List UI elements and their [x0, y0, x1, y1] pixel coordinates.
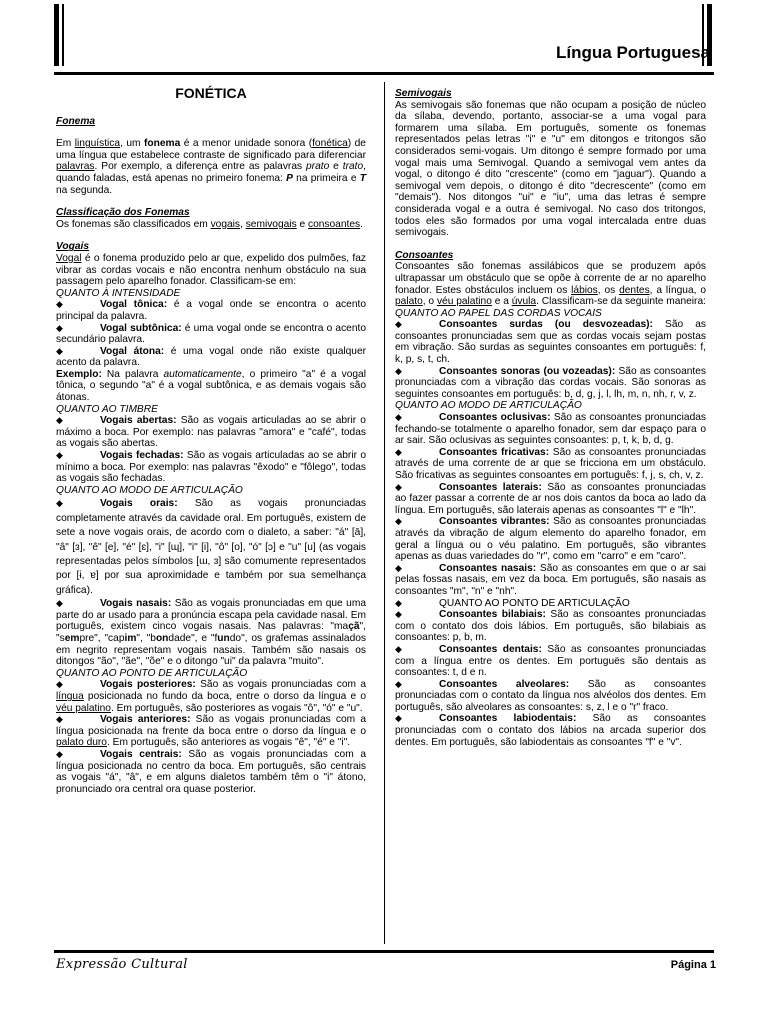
page-title: Língua Portuguesa	[556, 43, 710, 62]
heading-classificacao: Classificação dos Fonemas	[56, 207, 190, 219]
paragraph-fonema: Em linguística, um fonema é a menor unidade sonora (fonética) de uma língua que estabelece contraste de significado para diferenciar palavras. Por exemplo, a diferença entre as palavras prato e trato, quando faladas, está apenas no primeiro fonema: P na primeira e T na segunda.	[56, 138, 367, 196]
column-divider	[384, 82, 385, 944]
heading-consoantes: Consoantes	[395, 249, 454, 261]
item-vogais-fechadas: ◆ Vogais fechadas: São as vogais articuladas ao se abrir o mínimo a boca. Por exemplo: nas palavras "êxodo" e "fôlego", todas as vogais são fechadas.	[56, 450, 366, 485]
bullet-icon: ◆	[56, 598, 63, 609]
page-number: Página 1	[670, 959, 716, 971]
paragraph-vogais: Vogal é o fonema produzido pelo ar que, expelido dos pulmões, faz vibrar as cordas vocais e não encontra nenhum obstáculo na sua passagem pelo aparelho fonador. Classificam-se em:	[56, 252, 366, 288]
item-consoantes-bilabiais: ◆ Consoantes bilabiais: São as consoantes pronunciadas com o contato dos dois lábios. Em português, são bilabiais as consoantes: p, b, m.	[395, 609, 706, 644]
bullet-icon: ◆	[395, 319, 402, 330]
bullet-icon: ◆	[395, 643, 402, 654]
header-divider	[54, 72, 714, 75]
item-vogais-posteriores: ◆ Vogais posteriores: São as vogais pronunciadas com a língua posicionada no fundo da boca, entre o dorso da língua e o véu palatino. Em português, são posteriores as vogais "ô", "ó" e "u".	[56, 679, 366, 714]
item-vogais-orais: ◆ Vogais orais: São as vogais pronunciadas completamente através da cavidade oral. Em português, existem de sete a nove vogais orais, de acordo com o dialeto, a saber: "á" [ā], "â" [ɜ], "ê" [e], "é" [ɛ], "i" [ɰ], "i" [i], "ô" [o], "ó" [ɔ] e "u" [u] (as vogais representadas pelos símbolos [ɯ, ɜ] são comumente representados por [ɨ, ɐ] por sua aproximidade e também por sua semelhança gráfica).	[56, 498, 366, 596]
bullet-icon: ◆	[395, 412, 402, 423]
heading-fonema: Fonema	[56, 115, 96, 127]
subheading-modo-consoantes: QUANTO AO MODO DE ARTICULAÇÃO	[395, 400, 582, 412]
item-consoantes-dentais: ◆ Consoantes dentais: São as consoantes pronunciadas com a língua entre os dentes. Em portuguës são dentais as consoantes: t, d e n.	[395, 643, 706, 679]
item-consoantes-nasais: ◆ Consoantes nasais: São as consoantes em que o ar sai pelas fossas nasais, em vez da boca. Em português, são nasais as consoantes "m", "n" e "nh".	[395, 562, 706, 597]
item-vogais-centrais: ◆ Vogais centrais: São as vogais pronunciadas com a língua posicionada no centro da boca. Em português, são centrais as vogais "á", "â", e em alguns dialetos também têm o "i" átono, pronunciado ora central ora quase posterior.	[56, 748, 366, 795]
bullet-icon: ◆	[56, 679, 63, 690]
item-consoantes-fricativas: ◆ Consoantes fricativas: São as consoantes pronunciadas através de uma corrente de ar que se fricciona em um obstáculo. São fricativas as seguintes consoantes em português: f, j, s, ch, v, z.	[395, 446, 706, 481]
item-consoantes-oclusivas: ◆ Consoantes oclusivas: São as consoantes pronunciadas fechando-se totalmente o aparelho fonador, sem dar espaço para o ar sair. São oclusivas as seguintes consoantes: p, t, k, b, d, g.	[395, 412, 707, 447]
subheading-intensidade: QUANTO À INTENSIDADE	[56, 287, 181, 299]
bullet-icon: ◆	[56, 450, 63, 461]
footer-brand: Expressão Cultural	[56, 957, 188, 972]
paragraph-consoantes: Consoantes são fonemas assilábicos que se produzem após ultrapassar um obstáculo que se opõe à corrente de ar no aparelho fonador. Estes obstáculos incluem os lábios, os dentes, a língua, o palato, o véu palatino e a úvula. Classificam-se da seguinte maneira:	[395, 261, 706, 308]
item-vogal-atona: ◆ Vogal átona: é uma vogal onde não existe qualquer acento da palavra.	[56, 345, 367, 369]
bullet-icon: ◆	[56, 345, 63, 356]
paragraph-classificacao: Os fonemas são classificados em vogais, semivogais e consoantes.	[56, 218, 363, 230]
item-vogais-anteriores: ◆ Vogais anteriores: São as vogais pronunciadas com a língua posicionada na frente da boca entre o dorso da língua e o palato duro. Em português, são anteriores as vogais "ê", "é" e "i".	[56, 714, 366, 749]
left-column	[56, 85, 367, 795]
item-consoantes-labiodentais: ◆ Consoantes labiodentais: São as consoantes pronunciadas com o contato dos lábios na arcada superior dos dentes. Em português, são labiodentais as consoantes "f" e "v".	[395, 713, 707, 748]
bullet-icon: ◆	[56, 415, 63, 426]
subheading-ponto-consoantes: ◆ QUANTO AO PONTO DE ARTICULAÇÃO	[395, 597, 630, 609]
bullet-icon: ◆	[395, 678, 402, 689]
bullet-icon: ◆	[395, 481, 402, 492]
right-column	[395, 88, 706, 748]
subheading-modo: QUANTO AO MODO DE ARTICULAÇÃO	[56, 484, 243, 496]
bullet-icon: ◆	[56, 748, 63, 759]
item-consoantes-sonoras: ◆ Consoantes sonoras (ou vozeadas): São as consoantes pronunciadas com a vibração das cordas vocais. São sonoras as seguintes consoantes em português: b, d, g, j, l, lh, m, n, nh, r, v, z.	[395, 365, 706, 400]
bullet-icon: ◆	[395, 562, 402, 573]
item-vogal-subtonica: ◆ Vogal subtônica: é uma vogal onde se encontra o acento secundário palavra.	[56, 322, 366, 346]
bullet-icon: ◆	[395, 516, 402, 527]
item-consoantes-vibrantes: ◆ Consoantes vibrantes: São as consoantes pronunciadas através da vibração de algum elemento do aparelho fonador, em geral a língua ou o véu palatino. Em português, são vibrantes apenas as duas variedades do "r", como em "carro" e em "caro".	[395, 516, 706, 563]
bullet-icon: ◆	[395, 365, 402, 376]
bullet-icon: ◆	[395, 597, 402, 608]
bullet-icon: ◆	[56, 322, 63, 333]
bullet-icon: ◆	[395, 713, 402, 724]
bullet-icon: ◆	[56, 498, 63, 509]
heading-vogais: Vogais	[56, 241, 90, 253]
item-vogais-nasais: ◆ Vogais nasais: São as vogais pronunciadas em que uma parte do ar usado para a pronúncia escapa pela cavidade nasal. Em português, existem cinco vogais nasais. Nas palavras: "maçã", "sempre", "capim", "bondade", e "fundo", os grafemas assinalados em negrito representam vogais nasais. Também são nasais os ditongos "ão", "ãe", "õe" e o ditongo "ui" da palavra "muito".	[56, 598, 367, 668]
section-title: FONÉTICA	[175, 85, 247, 101]
heading-semivogais: Semivogais	[395, 88, 452, 99]
bullet-icon: ◆	[56, 299, 63, 310]
subheading-ponto: QUANTO AO PONTO DE ARTICULAÇÃO	[56, 667, 248, 679]
bullet-icon: ◆	[56, 714, 63, 725]
bullet-icon: ◆	[395, 609, 402, 620]
footer-divider	[54, 950, 714, 953]
item-consoantes-laterais: ◆ Consoantes laterais: São as consoantes pronunciadas ao fazer passar a corrente de ar nos dois cantos da boca ao lado da língua. Em português, são laterais apenas as consoantes "l" e "lh".	[395, 481, 706, 516]
item-consoantes-surdas: ◆ Consoantes surdas (ou desvozeadas): São as consoantes pronunciadas sem que as cordas vocais sejam postas em vibração. São surdas as seguintes consoantes em português: f, k, p, s, t, ch.	[395, 319, 706, 366]
subheading-timbre: QUANTO AO TIMBRE	[56, 403, 158, 415]
subheading-cordas: QUANTO AO PAPEL DAS CORDAS VOCAIS	[395, 307, 602, 319]
paragraph-semivogais: As semivogais são fonemas que não ocupam a posição de núcleo da sílaba, devendo, portanto, associar-se a uma vogal para formarem uma sílaba. Em português, somente os fonemas representados pelas letras "i" e "u" em ditongos e tritongos são considerados semi-vogais. Um ditongo é sempre formado por uma vogal mais uma Semivogal. Quando a semivogal vem antes da vogal, o ditongo é dito "crescente" (como em "jaguar"). Quando a semivogal vem depois, o ditongo é dito "decrescente" (como em "demais"). Nos ditongos "ui" e "iu", uma das letras é sempre considerada vogal e a outra é semivogal. No caso dos tritongos, todos eles são formados por uma vogal intercalada entre duas semivogais.	[395, 99, 706, 239]
paragraph-exemplo: Exemplo: Na palavra automaticamente, o primeiro "a" é a vogal tônica, o segundo "a" é a vogal subtônica, e as demais vogais são átonas.	[56, 368, 366, 404]
item-vogal-tonica: ◆ Vogal tônica: é a vogal onde se encontra o acento principal da palavra.	[56, 299, 366, 322]
item-consoantes-alveolares: ◆ Consoantes alveolares: São as consoantes pronunciadas com o contato da língua nos alvéolos dos dentes. Em português, são alveolares as consoantes: s, z, l e o "r" fraco.	[395, 678, 706, 713]
bullet-icon: ◆	[395, 446, 402, 457]
item-vogais-abertas: ◆ Vogais abertas: São as vogais articuladas ao se abrir o máximo a boca. Por exemplo: nas palavras "amora" e "café", todas as vogais são abertas.	[56, 415, 366, 450]
